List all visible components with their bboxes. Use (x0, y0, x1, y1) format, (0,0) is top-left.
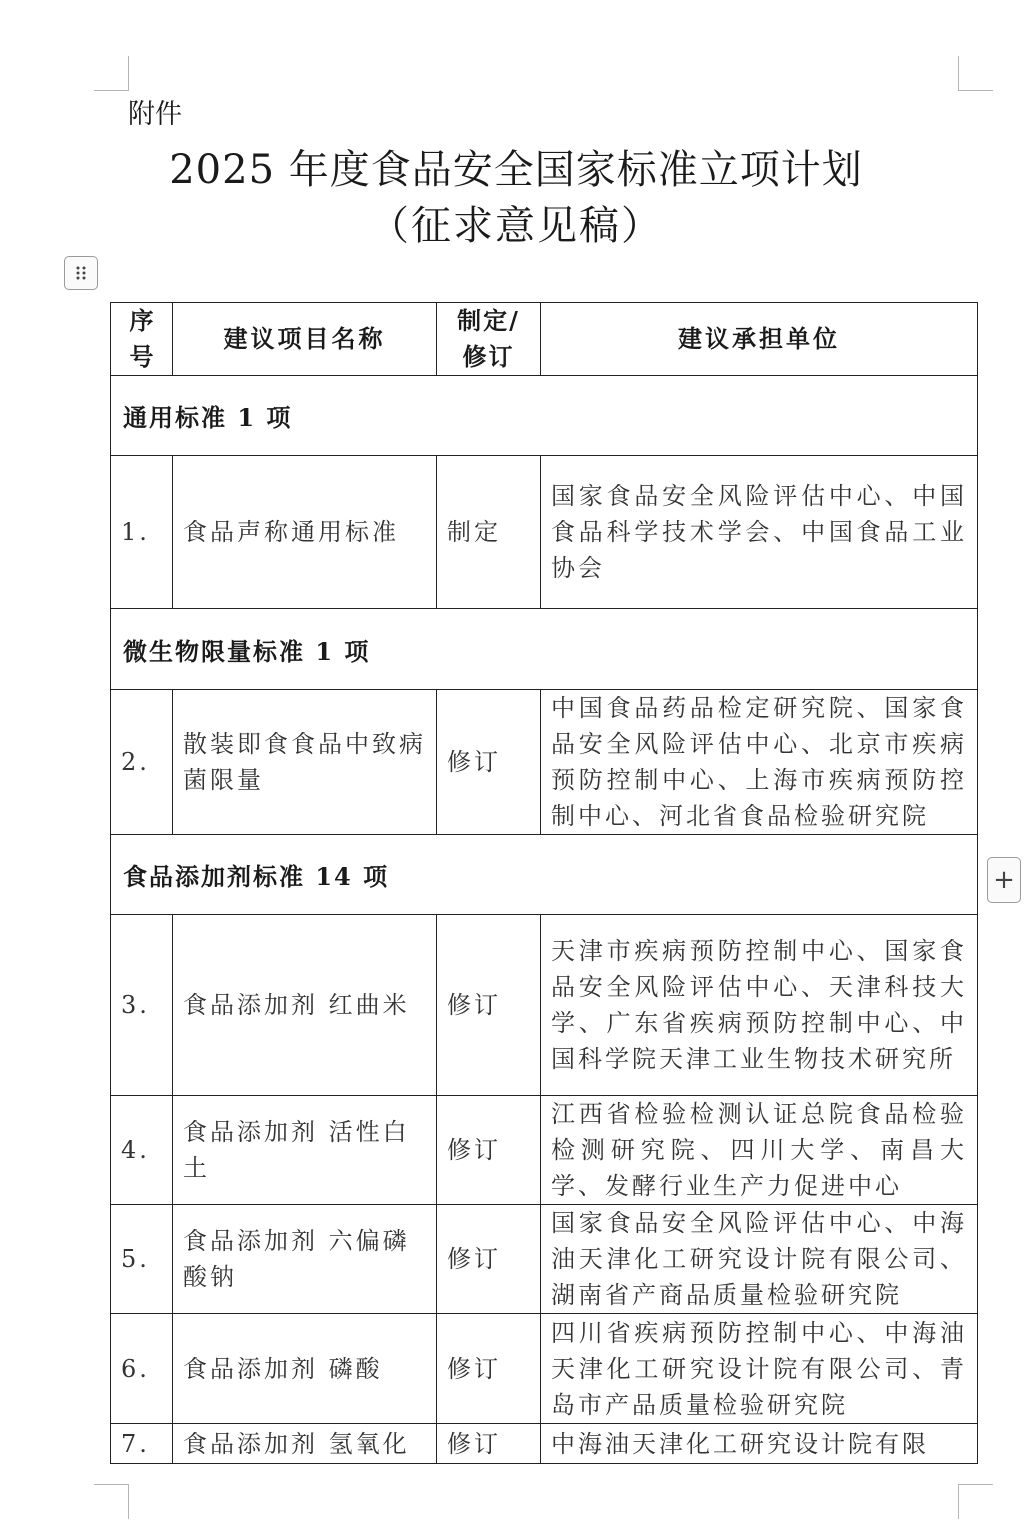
margin-mark-top-right (958, 56, 993, 91)
header-unit: 建议承担单位 (541, 303, 978, 376)
row-type: 制定 (437, 456, 541, 609)
category-label: 微生物限量标准 1 项 (111, 609, 978, 690)
row-seq: 6. (111, 1314, 173, 1424)
row-name: 食品添加剂 氢氧化 (173, 1424, 437, 1464)
header-type: 制定/修订 (437, 303, 541, 376)
table-row (111, 915, 978, 1096)
row-name: 食品添加剂 六偏磷酸钠 (173, 1205, 437, 1314)
table-row (111, 456, 978, 609)
margin-mark-bottom-right (958, 1484, 993, 1519)
table-row (111, 1424, 978, 1464)
plus-icon: + (993, 865, 1015, 895)
row-seq: 5. (111, 1205, 173, 1314)
row-unit: 天津市疾病预防控制中心、国家食品安全风险评估中心、天津科技大学、广东省疾病预防控制中心、中国科学院天津工业生物技术研究所 (541, 915, 978, 1096)
standards-table (110, 302, 978, 1464)
category-label: 通用标准 1 项 (111, 376, 978, 456)
row-unit: 国家食品安全风险评估中心、中海油天津化工研究设计院有限公司、湖南省产商品质量检验研究院 (541, 1205, 978, 1314)
table-row (111, 1314, 978, 1424)
add-row-button[interactable] (987, 857, 1021, 903)
row-unit: 四川省疾病预防控制中心、中海油天津化工研究设计院有限公司、青岛市产品质量检验研究院 (541, 1314, 978, 1424)
document-subtitle: （征求意见稿） (369, 203, 663, 249)
attachment-label: 附件 (128, 99, 182, 130)
row-name: 食品添加剂 红曲米 (173, 915, 437, 1096)
row-type: 修订 (437, 1096, 541, 1205)
row-name: 食品添加剂 活性白土 (173, 1096, 437, 1205)
row-type: 修订 (437, 915, 541, 1096)
header-seq: 序号 (111, 303, 173, 376)
row-unit: 中国食品药品检定研究院、国家食品安全风险评估中心、北京市疾病预防控制中心、上海市疾病预防控制中心、河北省食品检验研究院 (541, 690, 978, 835)
row-name: 食品添加剂 磷酸 (173, 1314, 437, 1424)
category-label: 食品添加剂标准 14 项 (111, 835, 978, 915)
row-seq: 4. (111, 1096, 173, 1205)
row-unit: 江西省检验检测认证总院食品检验检测研究院、四川大学、南昌大学、发酵行业生产力促进中心 (541, 1096, 978, 1205)
category-row (111, 835, 978, 915)
row-seq: 1. (111, 456, 173, 609)
row-unit: 中海油天津化工研究设计院有限 (541, 1424, 978, 1464)
table-move-handle[interactable] (64, 256, 98, 290)
row-unit: 国家食品安全风险评估中心、中国食品科学技术学会、中国食品工业协会 (541, 456, 978, 609)
margin-mark-top-left (94, 56, 129, 91)
category-row (111, 376, 978, 456)
row-seq: 3. (111, 915, 173, 1096)
row-seq: 7. (111, 1424, 173, 1464)
row-seq: 2. (111, 690, 173, 835)
drag-grid-icon (74, 265, 88, 281)
row-type: 修订 (437, 1314, 541, 1424)
table-row (111, 1096, 978, 1205)
row-type: 修订 (437, 690, 541, 835)
table-row (111, 1205, 978, 1314)
row-type: 修订 (437, 1424, 541, 1464)
category-row (111, 609, 978, 690)
margin-mark-bottom-left (94, 1484, 129, 1519)
table-header-row (111, 303, 978, 376)
header-name: 建议项目名称 (173, 303, 437, 376)
row-name: 食品声称通用标准 (173, 456, 437, 609)
document-title: 2025 年度食品安全国家标准立项计划 (169, 147, 863, 193)
row-name: 散装即食食品中致病菌限量 (173, 690, 437, 835)
row-type: 修订 (437, 1205, 541, 1314)
table-row (111, 690, 978, 835)
